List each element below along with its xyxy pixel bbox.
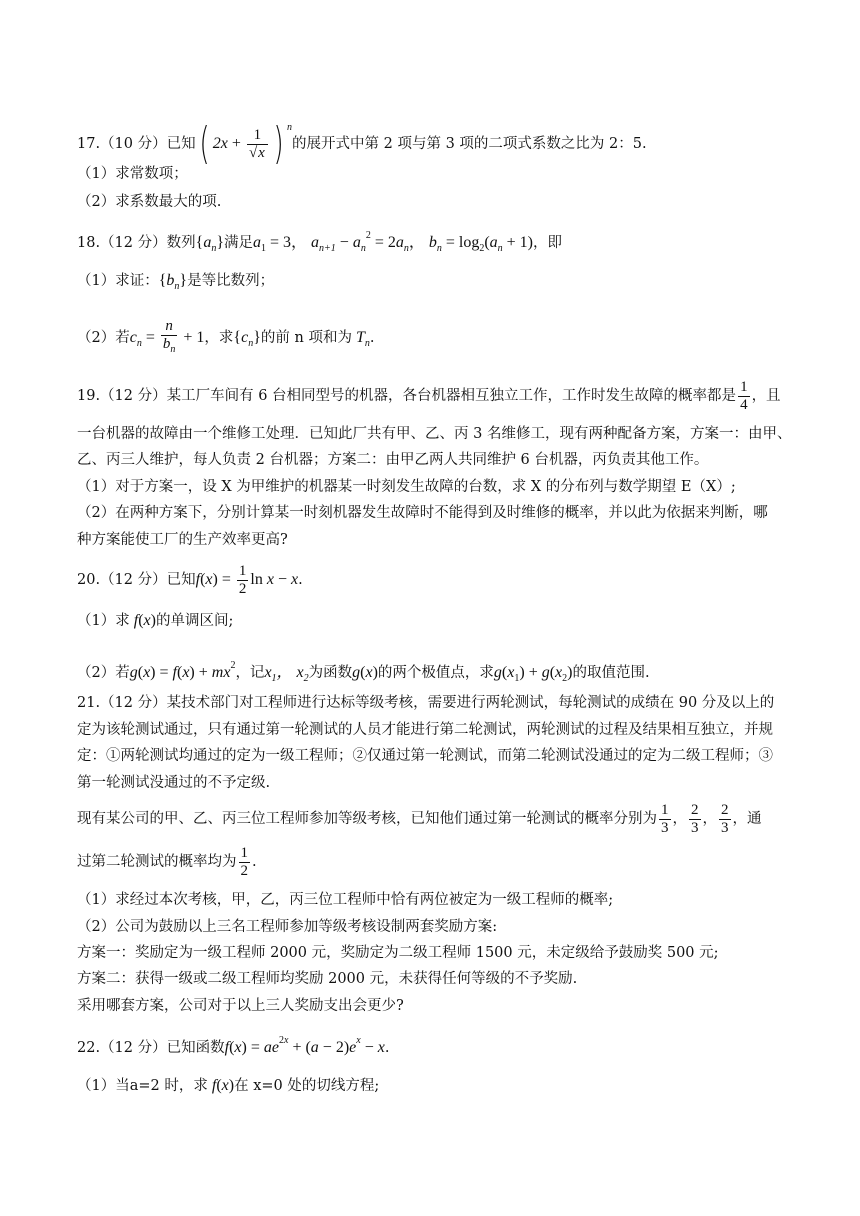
problem-20-q1-text-b: 的单调区间; (155, 613, 234, 629)
problem-18-q2-text-a: （2）若 (77, 330, 130, 346)
problem-21-line6-text: 过第二轮测试的概率均为 (77, 854, 237, 870)
problem-17-q2: （2）求系数最大的项. (77, 194, 222, 210)
problem-18-q1-text-a: （1）求证： (77, 273, 159, 289)
problem-19-q2b: 种方案能使工厂的生产效率更高? (77, 532, 288, 548)
problem-20-q2 (77, 657, 797, 688)
sequence-cn: $\{c_n\}$ (233, 329, 261, 349)
problem-21-line5-end: ，通 (732, 811, 762, 827)
problem-17-head: 17.（10 分）已知 (77, 136, 196, 152)
recurrence-formula: $a_1 = 3$， $a_{n+1} - a_n^2 = 2a_n$， $b_n = \log_2(a_n + 1)$ (253, 230, 534, 254)
binomial-expression: ( 2x + $\frac{1}{√x}$ ) $^n$ (199, 118, 293, 170)
problem-20-q2-text-c: 为函数 (308, 665, 353, 681)
problem-20-head: 20.（12 分）已知 (77, 572, 196, 588)
fraction-one-quarter: $\frac{1}{4}$ (740, 378, 748, 413)
problem-22-q1-text-b: a=2 时，求 (129, 1078, 208, 1094)
problem-20-q2-text-a: （2）若 (77, 665, 130, 681)
problem-20-q1-text-a: （1）求 (77, 613, 130, 629)
problem-21-plan2: 方案二：获得一级或二级工程师均奖励 2000 元，未获得任何等级的不予奖励. (77, 971, 578, 987)
problem-19-line2: 一台机器的故障由一个维修工处理．已知此厂共有甲、乙、丙 3 名维修工，现有两种配备方案，方案一：由甲、 (77, 426, 792, 442)
problem-22-head: 22.（12 分）已知函数 (77, 1040, 225, 1056)
problem-17-q1: （1）求常数项； (77, 166, 188, 182)
fraction-two-thirds-a: $\frac{2}{3}$ (691, 801, 699, 836)
problem-19-line1-end: ，且 (751, 388, 781, 404)
problem-21-ask: 采用哪套方案，公司对于以上三人奖励支出会更少? (77, 998, 404, 1014)
problem-19-q1: （1）对于方案一，设 X 为甲维护的机器某一时刻发生故障的台数，求 X 的分布列与数学期望 E（X）; (77, 479, 736, 495)
problem-21-q2: （2）公司为鼓励以上三名工程师参加等级考核设制两套奖励方案: (77, 919, 498, 935)
fx: f(x) (211, 1077, 235, 1094)
sequence-bn: $\{b_n\}$ (158, 272, 188, 292)
problem-21-line2: 定为该轮测试通过，只有通过第一轮测试的人员才能进行第二轮测试，两轮测试的过程及结果相互独立，并规 (77, 722, 773, 738)
problem-22-stem: 22.（12 分）已知函数$f(x) = ae^{2x} + (a - 2)e^x - x$. (77, 1035, 390, 1056)
problem-21-plan1: 方案一：奖励定为一级工程师 2000 元，奖励定为二级工程师 1500 元，未定级给予鼓励奖 500 元; (77, 945, 719, 961)
problem-18-mid: 满足 (224, 235, 253, 251)
gx-definition: $g(x) = f(x) + mx^2$ (129, 660, 236, 681)
problem-21-q1: （1）求经过本次考核，甲，乙，丙三位工程师中恰有两位被定为一级工程师的概率; (77, 892, 614, 908)
problem-20-q2-text-b: ，记 (235, 665, 265, 681)
problem-21-line6: 过第二轮测试的概率均为 $\frac{1}{2}$ . (77, 844, 257, 879)
problem-19-line1-text: 19.（12 分）某工厂车间有 6 台相同型号的机器，各台机器相互独立工作，工作时发生故障的概率都是 (77, 388, 737, 404)
gx1-plus-gx2: $g(x_1) + g(x_2)$ (493, 664, 573, 684)
sum-tn: $T_n$ (351, 329, 370, 349)
problem-22-q1-text-c: 在 x=0 处的切线方程; (234, 1078, 380, 1094)
problem-18-q2-text-c: 的前 n 项和为 (260, 330, 352, 346)
problem-22-q1-text-a: （1）当 (77, 1078, 130, 1094)
problem-20-q2-text-e: 的取值范围. (572, 665, 650, 681)
fraction-two-thirds-b: $\frac{2}{3}$ (721, 801, 729, 836)
problem-18-head: 18.（12 分）数列 (77, 235, 196, 251)
problem-18-q2: （2）若$c_n$ = $\frac{n}{b_n}$ + 1，求$\{c_n\}$的前 n 项和为 $T_n$. (77, 318, 797, 358)
problem-21-line4: 第一轮测试没通过的不予定级. (77, 775, 271, 791)
problem-21-line1: 21.（12 分）某技术部门对工程师进行达标等级考核，需要进行两轮测试，每轮测试的成绩在 90 分及以上的 (77, 695, 775, 711)
fraction-one-half: $\frac{1}{2}$ (240, 844, 248, 879)
problem-19-line3: 乙、丙三人维护，每人负责 2 台机器；方案二：由甲乙两人共同维护 6 台机器，丙负责其他工作。 (77, 452, 709, 468)
problem-21-line5-text: 现有某公司的甲、乙、丙三位工程师参加等级考核，已知他们通过第一轮测试的概率分别为 (77, 811, 657, 827)
x1-x2: $x_1$， $x_2$ (264, 664, 309, 684)
problem-19-line1 (77, 378, 797, 414)
problem-21-line3: 定：①两轮测试均通过的定为一级工程师；②仅通过第一轮测试，而第二轮测试没通过的定为二级工程师；③ (77, 748, 773, 764)
problem-20-q2-text-d: 的两个极值点，求 (377, 665, 494, 681)
fx: f(x) (133, 612, 156, 629)
cn-formula: $c_n$ = $\frac{n}{b_n}$ + 1 (130, 329, 205, 346)
sequence-an: $\{a_n\}$ (195, 234, 224, 254)
fraction-one-third: $\frac{1}{3}$ (661, 801, 669, 836)
problem-18-stem (77, 227, 797, 258)
problem-18-q2-text-b: ，求 (204, 330, 234, 346)
problem-18-end: ，即 (533, 235, 563, 251)
problem-18-q1-text-b: 是等比数列； (187, 273, 275, 289)
function-f-definition: f(x) = $\frac{1}{2}$ ln x − x (195, 562, 299, 597)
problem-17-stem (77, 106, 797, 170)
problem-18-q1 (77, 272, 797, 296)
gx: g(x) (352, 664, 378, 681)
problem-20-q1 (77, 612, 797, 630)
problem-19-q2a: （2）在两种方案下，分别计算某一时刻机器发生故障时不能得到及时维修的概率，并以此为依据来判断，哪 (77, 505, 768, 521)
problem-20-stem: 20.（12 分）已知f(x) = $\frac{1}{2}$ ln x − x. (77, 562, 303, 597)
problem-17-tail: 的展开式中第 2 项与第 3 项的二项式系数之比为 2：5. (292, 136, 647, 152)
function-f-exp: $f(x) = ae^{2x} + (a - 2)e^x - x$ (224, 1035, 385, 1056)
problem-22-q1 (77, 1077, 797, 1095)
problem-21-line5: 现有某公司的甲、乙、丙三位工程师参加等级考核，已知他们通过第一轮测试的概率分别为 $\frac{1}{3}$ ， $\frac{2}{3}$ ， $\frac{2}{3}$ ，通 (77, 801, 762, 836)
